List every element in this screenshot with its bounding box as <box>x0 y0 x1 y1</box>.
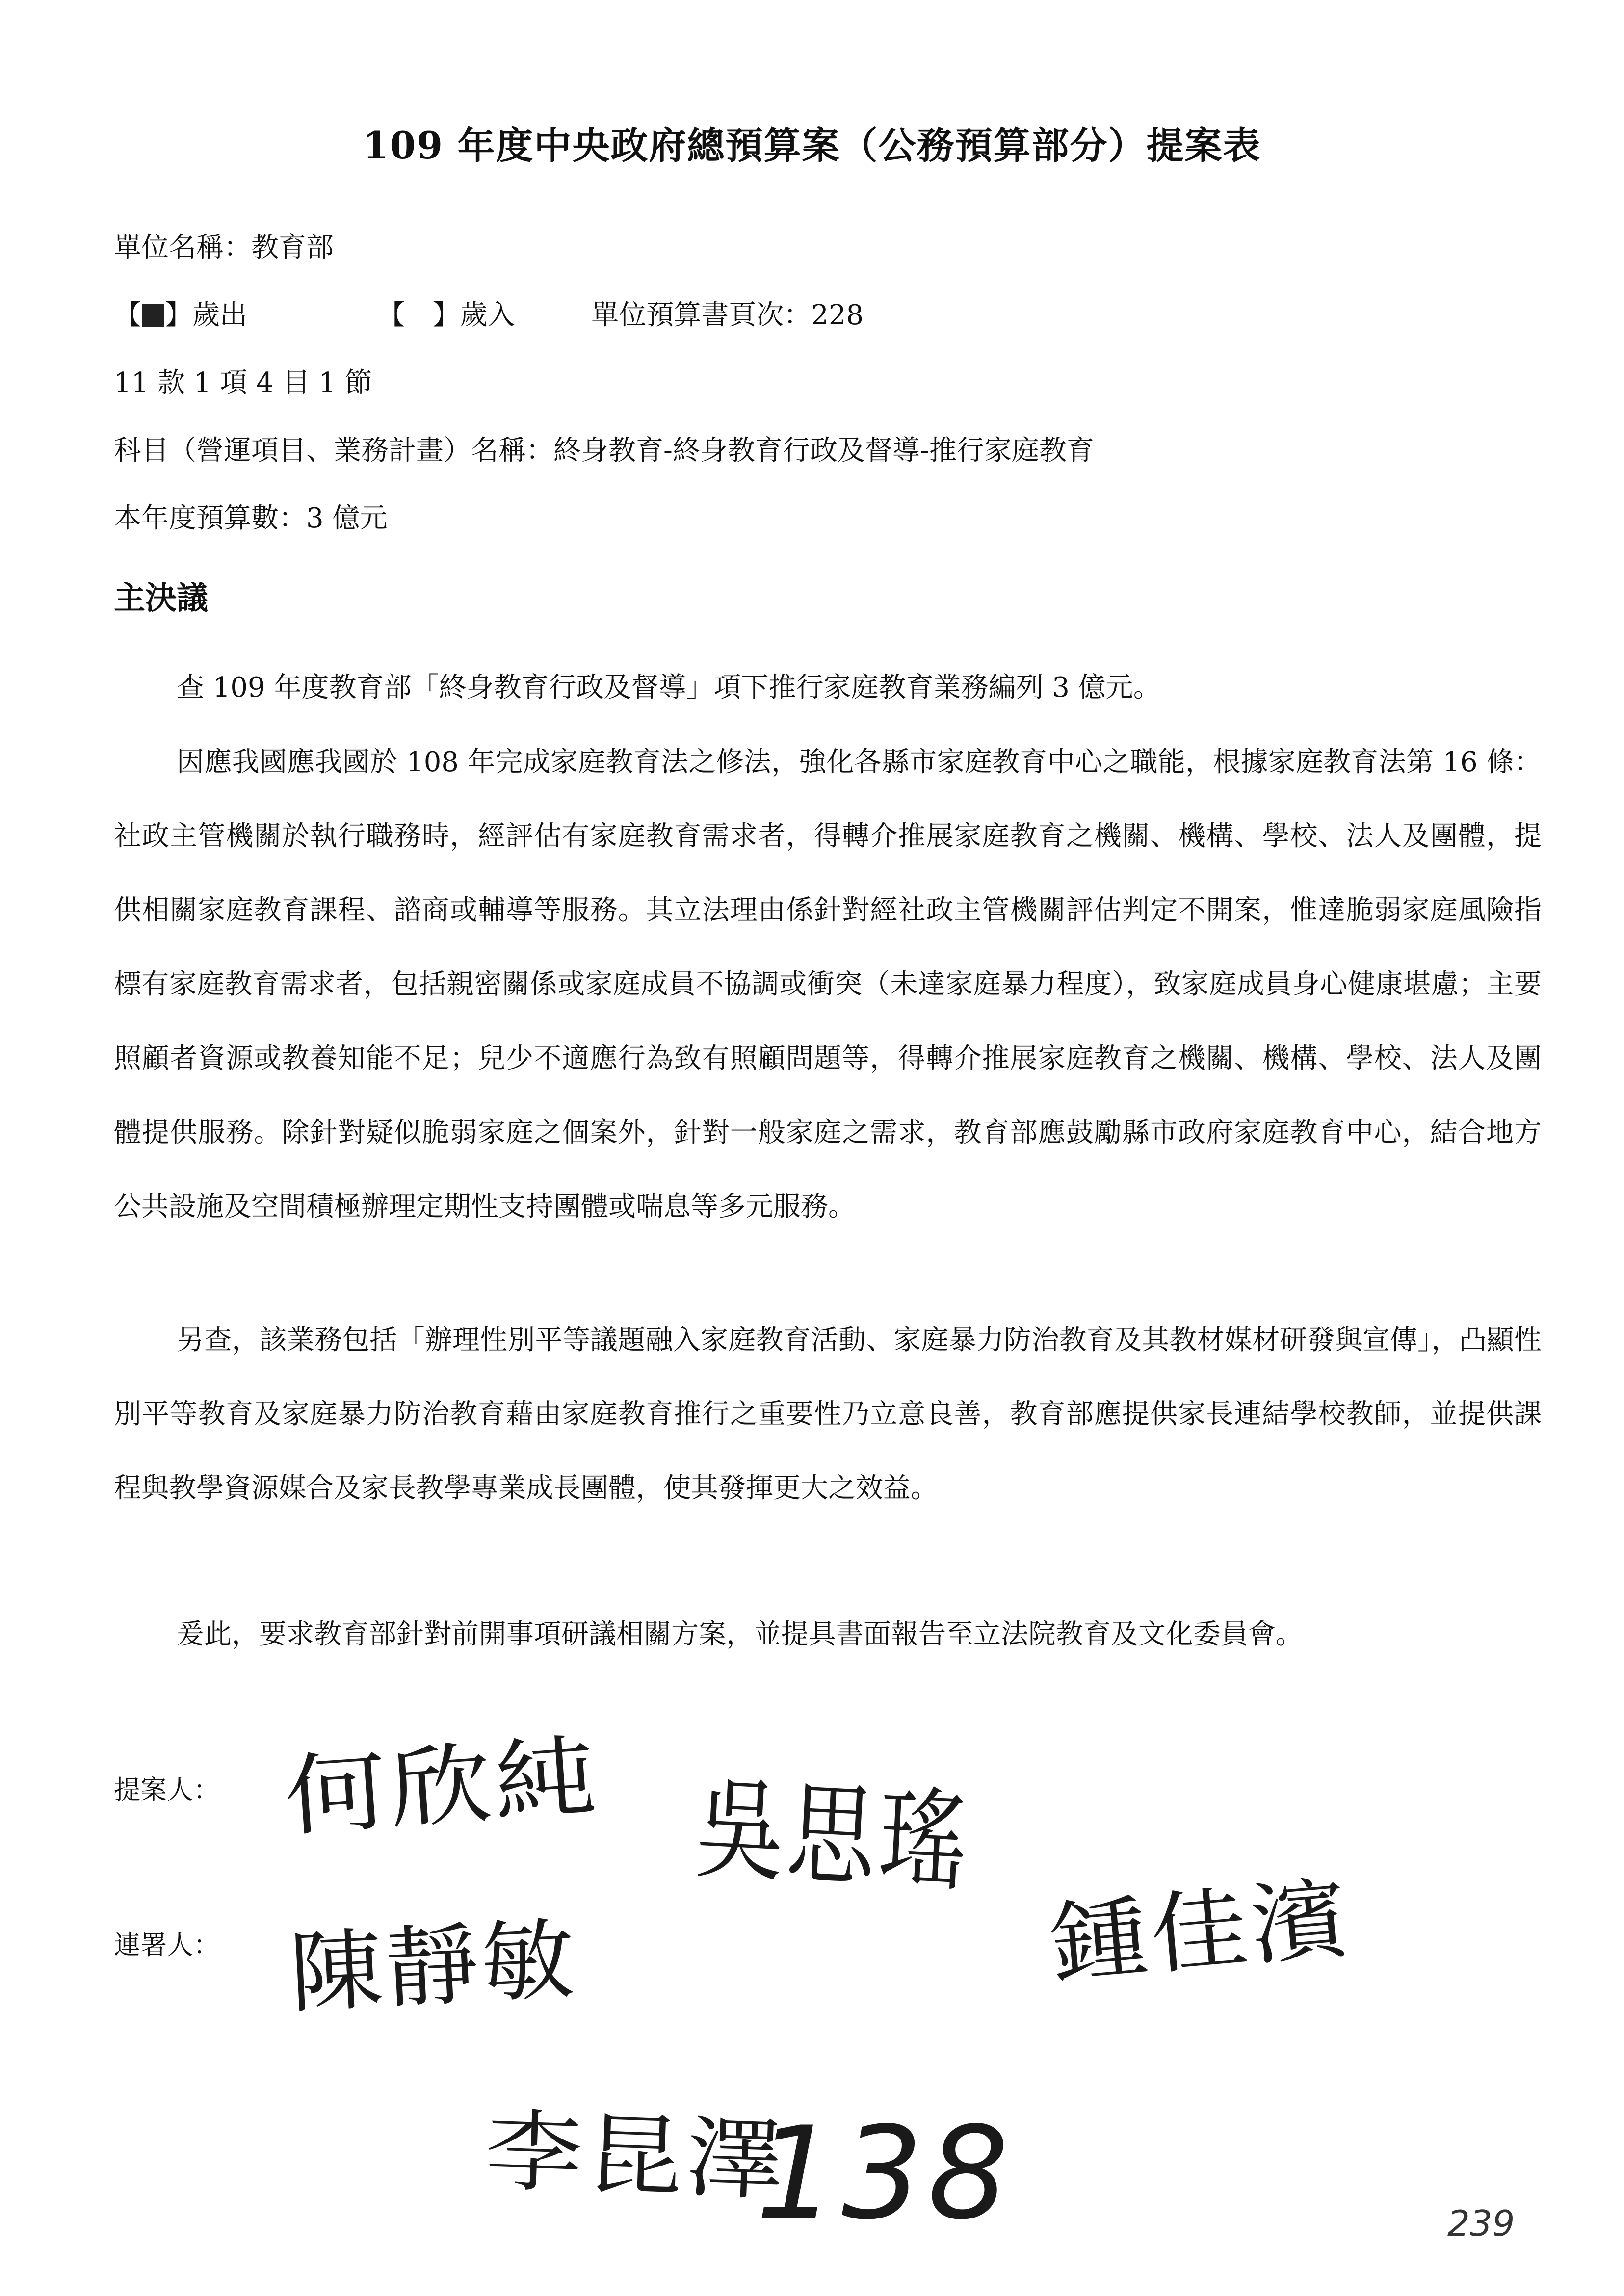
subject-line: 科目（營運項目、業務計畫）名稱：終身教育-終身教育行政及督導-推行家庭教育 <box>114 435 1094 467</box>
bracket-open: 【 <box>377 299 405 331</box>
page-title: 109 年度中央政府總預算案（公務預算部分）提案表 <box>363 124 1261 167</box>
unit-name-line: 單位名稱：教育部 <box>114 232 334 263</box>
paragraph-1: 查 109 年度教育部「終身教育行政及督導」項下推行家庭教育業務編列 3 億元。 <box>177 672 1161 704</box>
proposer-signature: 何欣純 <box>281 1724 603 1849</box>
handwritten-number: 138 <box>756 2100 1014 2248</box>
paragraph-2: 因應我國應我國於 108 年完成家庭教育法之修法，強化各縣市家庭教育中心之職能，根據家庭教育法第 16 條：社政主管機關於執行職務時，經評估有家庭教育需求者，得轉介推展家庭教育之機關、機構、學校、法人及團體，提供相關家庭教育課程、諮商或輔導等服務。其立法理由係針對經社政主管機關評估判定不開案，惟達脆弱家庭風險指標有家庭教育需求者，包括親密關係或家庭成員不協調或衝突（未達家庭暴力程度），致家庭成員身心健康堪慮；主要照顧者資源或教養知能不足；兒少不適應行為致有照顧問題等，得轉介推展家庭教育之機關、機構、學校、法人及團體提供服務。除針對疑似脆弱家庭之個案外，針對一般家庭之需求，教育部應鼓勵縣市政府家庭教育中心，結合地方公共設施及空間積極辦理定期性支持團體或喘息等多元服務。 <box>114 746 1542 1223</box>
cosigner-signature-1: 吳思瑤 <box>693 1765 973 1907</box>
proposer-label: 提案人： <box>114 1774 220 1805</box>
cosigner-label: 連署人： <box>114 1930 220 1960</box>
expenditure-label: 歲出 <box>192 299 247 331</box>
section-line: 11 款 1 項 4 目 1 節 <box>114 367 372 399</box>
paragraph-3: 另查，該業務包括「辦理性別平等議題融入家庭教育活動、家庭暴力防治教育及其教材媒材研發與宣傳」，凸顯性別平等教育及家庭暴力防治教育藉由家庭教育推行之重要性乃立意良善，教育部應提供家長連結學校教師，並提供課程與教學資源媒合及家長教學專業成長團體，使其發揮更大之效益。 <box>114 1324 1542 1504</box>
revenue-checkbox[interactable] <box>378 298 460 333</box>
bracket-close: 】 <box>432 299 460 331</box>
cosigner-signature-2: 陳靜敏 <box>287 1908 580 2026</box>
bracket-close: 】 <box>165 299 192 331</box>
budget-type-line <box>114 298 864 333</box>
revenue-label: 歲入 <box>460 299 515 331</box>
page-number: 239 <box>1447 2203 1515 2244</box>
bracket-open: 【 <box>114 299 141 331</box>
checked-mark-icon <box>142 304 164 327</box>
paragraph-4: 爰此，要求教育部針對前開事項研議相關方案，並提具書面報告至立法院教育及文化委員會。 <box>177 1618 1303 1650</box>
budget-book-page-ref: 單位預算書頁次：228 <box>591 299 864 331</box>
resolution-heading: 主決議 <box>114 580 208 617</box>
cosigner-signature-4: 李昆澤 <box>483 2100 788 2213</box>
budget-amount-line: 本年度預算數：3 億元 <box>114 502 388 534</box>
expenditure-checkbox[interactable] <box>114 298 192 333</box>
cosigner-signature-3: 鍾佳濱 <box>1046 1867 1355 1996</box>
